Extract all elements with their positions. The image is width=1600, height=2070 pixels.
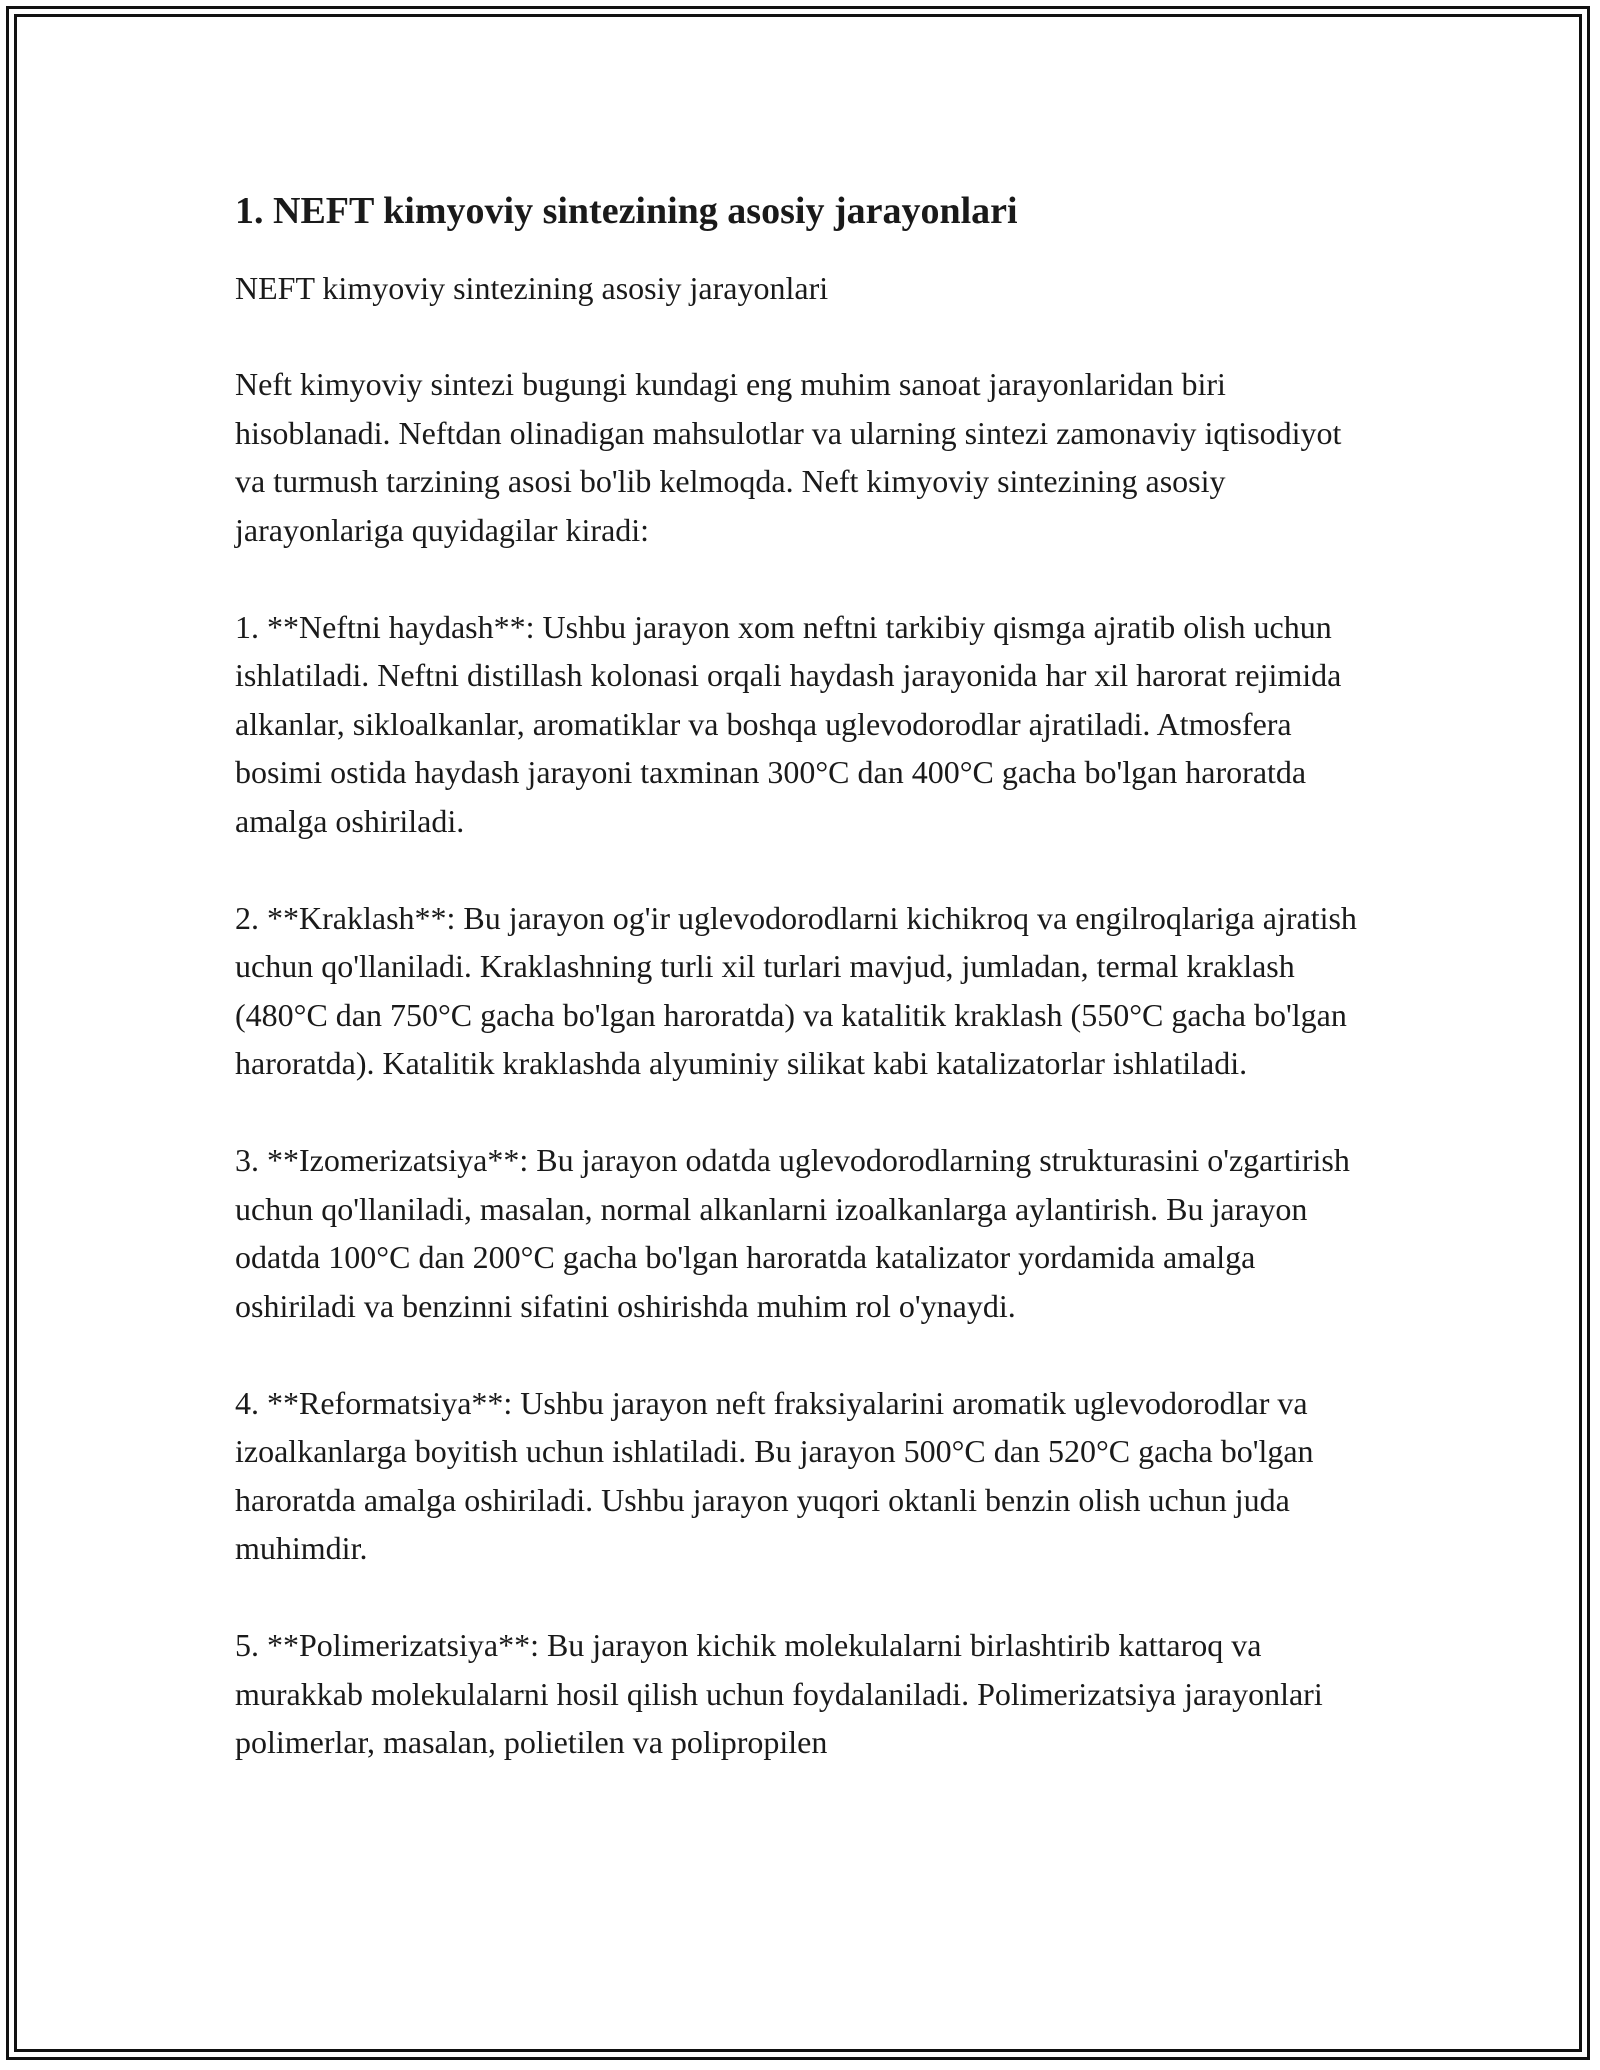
- intro-paragraph: Neft kimyoviy sintezi bugungi kundagi eng muhim sanoat jarayonlaridan biri hisoblanadi. Neftdan olinadigan mahsulotlar va ularning sintezi zamonaviy iqtisodiyot va turmush tarzining asosi bo'lib kelmoqda. Neft kimyoviy sintezining asosiy jarayonlariga quyidagilar kiradi:: [235, 366, 1342, 548]
- list-item-neftni-haydash: 1. **Neftni haydash**: Ushbu jarayon xom neftni tarkibiy qismga ajratib olish uchun ishlatiladi. Neftni distillash kolonasi orqali haydash jarayonida har xil harorat rejimida alkanlar, sikloalkanlar, aromatiklar va boshqa uglevodorodlar ajratiladi. Atmosfera bosimi ostida haydash jarayoni taxminan 300°C dan 400°C gacha bo'lgan haroratda amalga oshiriladi.: [235, 608, 1342, 839]
- list-item-polimerizatsiya: 5. **Polimerizatsiya**: Bu jarayon kichik molekulalarni birlashtirib kattaroq va murakkab molekulalarni hosil qilish uchun foydalaniladi. Polimerizatsiya jarayonlari polimerlar, masalan, polietilen va polipropilen: [235, 1627, 1323, 1760]
- list-item-reformatsiya: 4. **Reformatsiya**: Ushbu jarayon neft fraksiyalarini aromatik uglevodorodlar va izoalkanlarga boyitish uchun ishlatiladi. Bu jarayon 500°C dan 520°C gacha bo'lgan haroratda amalga oshiriladi. Ushbu jarayon yuqori oktanli benzin olish uchun juda muhimdir.: [235, 1384, 1314, 1566]
- document-body: [235, 186, 1365, 1815]
- page-title: 1. NEFT kimyoviy sintezining asosiy jarayonlari: [235, 190, 1018, 232]
- list-item-izomerizatsiya: 3. **Izomerizatsiya**: Bu jarayon odatda uglevodorodlarning strukturasini o'zgartirish uchun qo'llaniladi, masalan, normal alkanlarni izoalkanlarga aylantirish. Bu jarayon odatda 100°C dan 200°C gacha bo'lgan haroratda katalizator yordamida amalga oshiriladi va benzinni sifatini oshirishda muhim rol o'ynaydi.: [235, 1142, 1350, 1324]
- list-item-kraklash: 2. **Kraklash**: Bu jarayon og'ir uglevodorodlarni kichikroq va engilroqlariga ajratish uchun qo'llaniladi. Kraklashning turli xil turlari mavjud, jumladan, termal kraklash (480°C dan 750°C gacha bo'lgan haroratda) va katalitik kraklash (550°C gacha bo'lgan haroratda). Katalitik kraklashda alyuminiy silikat kabi katalizatorlar ishlatiladi.: [235, 899, 1357, 1081]
- document-subtitle: NEFT kimyoviy sintezining asosiy jarayonlari: [235, 270, 829, 306]
